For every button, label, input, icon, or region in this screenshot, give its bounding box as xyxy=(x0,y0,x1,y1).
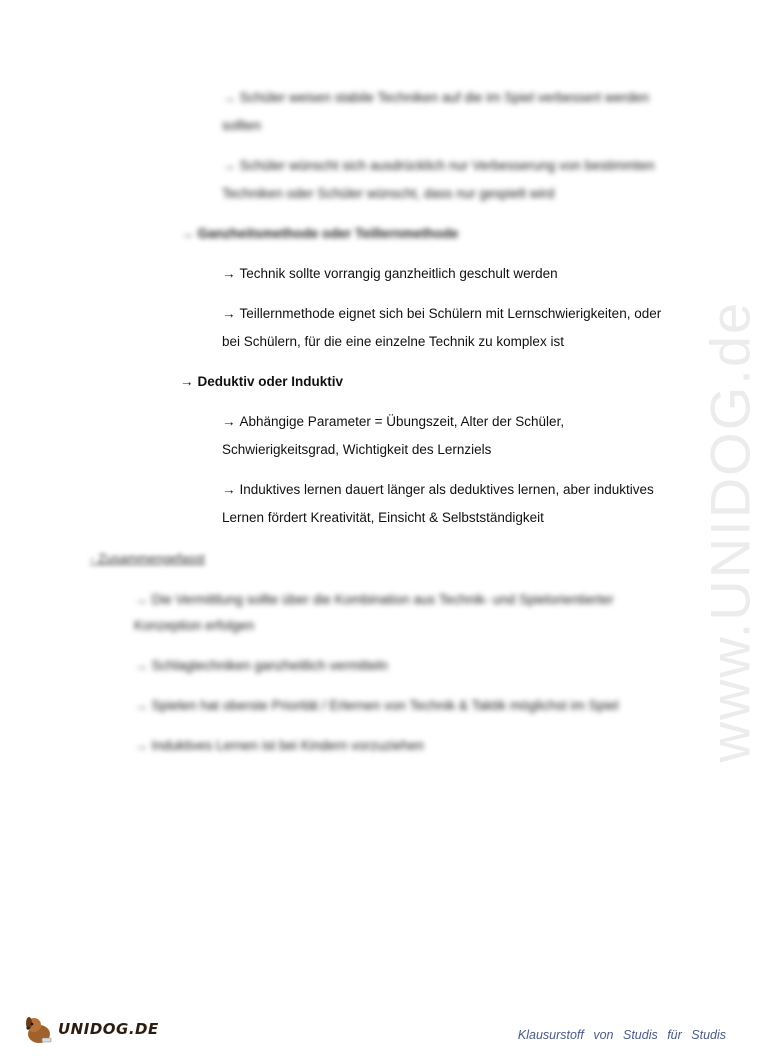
arrow-icon: → xyxy=(222,414,236,429)
blurred-text: Schüler weisen stabile Techniken auf die im Spiel verbessert werden xyxy=(239,90,649,105)
bullet-text: Induktives lernen dauert länger als deduktives lernen, aber induktives xyxy=(239,482,654,497)
dog-icon xyxy=(22,1012,56,1046)
blurred-text: Die Vermittlung sollte über die Kombination aus Technik- und Spielorientierter xyxy=(151,592,614,607)
bullet-continuation: Schwierigkeitsgrad, Wichtigkeit des Lernziels xyxy=(222,442,492,457)
bullet-technik xyxy=(222,260,558,288)
watermark: www.UNIDOG.de xyxy=(698,300,762,763)
bullet-continuation: bei Schülern, für die eine einzelne Technik zu komplex ist xyxy=(222,334,564,349)
bullet-continuation: Lernen fördert Kreativität, Einsicht & Selbstständigkeit xyxy=(222,510,544,525)
bullet-induktiv xyxy=(222,476,654,504)
blurred-line xyxy=(134,732,424,760)
arrow-icon: → xyxy=(134,592,148,607)
blurred-line: sollten xyxy=(222,118,262,133)
blurred-line xyxy=(134,692,618,720)
bullet-text: Teillernmethode eignet sich bei Schülern mit Lernschwierigkeiten, oder xyxy=(239,306,662,321)
arrow-icon: → xyxy=(180,226,194,241)
blurred-line xyxy=(222,84,649,112)
arrow-icon: → xyxy=(134,658,148,673)
bullet-text: Technik sollte vorrangig ganzheitlich geschult werden xyxy=(239,266,558,281)
arrow-icon: → xyxy=(134,698,148,713)
unidog-logo[interactable] xyxy=(22,1012,159,1046)
blurred-line xyxy=(222,152,654,180)
arrow-icon: → xyxy=(180,374,194,389)
bullet-text: Abhängige Parameter = Übungszeit, Alter der Schüler, xyxy=(239,414,565,429)
blurred-text: Schlagtechniken ganzheitlich vermitteln xyxy=(151,658,388,673)
bullet-parameter xyxy=(222,408,564,436)
blurred-line xyxy=(134,652,388,680)
blurred-text: Induktives Lernen ist bei Kindern vorzuziehen xyxy=(151,738,424,753)
arrow-icon: → xyxy=(134,738,148,753)
section-heading-zusammengefasst: - Zusammengefasst xyxy=(90,551,205,566)
heading-deduktiv xyxy=(180,368,343,396)
footer-tagline: Klausurstoff von Studis für Studis xyxy=(517,1028,726,1042)
arrow-icon: → xyxy=(222,90,236,105)
arrow-icon: → xyxy=(222,306,236,321)
arrow-icon: → xyxy=(222,266,236,281)
arrow-icon: → xyxy=(222,482,236,497)
arrow-icon: → xyxy=(222,158,236,173)
blurred-text: Schüler wünscht sich ausdrücklich nur Verbesserung von bestimmten xyxy=(239,158,655,173)
blurred-line: Konzeption erfolgen xyxy=(134,618,255,633)
logo-text: UNIDOG.DE xyxy=(58,1020,159,1038)
heading-text: Deduktiv oder Induktiv xyxy=(197,374,344,389)
blurred-line xyxy=(134,586,614,614)
blurred-line: Techniken oder Schüler wünscht, dass nur gespielt wird xyxy=(222,186,555,201)
blurred-heading xyxy=(180,220,458,248)
blurred-text: Ganzheitsmethode oder Teillernmethode xyxy=(197,226,459,241)
blurred-text: Spielen hat oberste Priorität / Erlernen von Technik & Taktik möglichst im Spiel xyxy=(151,698,619,713)
bullet-teillern xyxy=(222,300,661,328)
